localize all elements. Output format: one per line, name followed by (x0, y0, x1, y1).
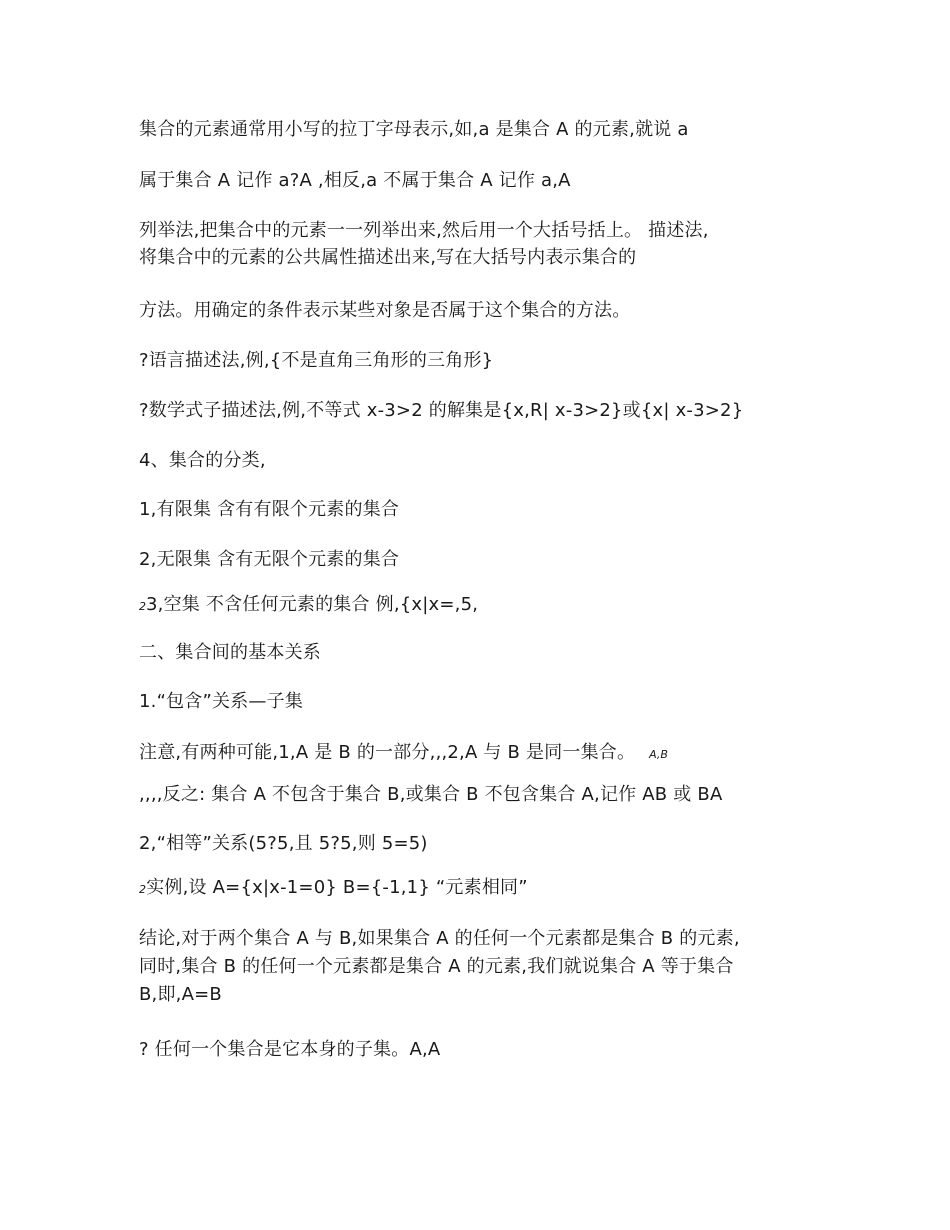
section-heading: 二、集合间的基本关系 (139, 642, 321, 663)
conclusion-line-3: B,即,A=B (139, 984, 222, 1005)
text-line-14-body: 注意,有两种可能,1,A 是 B 的一部分,,,2,A 与 B 是同一集合。 (139, 742, 636, 763)
text-line-21: ? 任何一个集合是它本身的子集。A,A (139, 1039, 441, 1060)
text-line-11 (139, 593, 478, 619)
text-line-2: 属于集合 A 记作 a?A ,相反,a 不属于集合 A 记作 a,A (139, 170, 571, 191)
superscript-mark: 2 (139, 600, 146, 613)
superscript-mark-2: 2 (139, 883, 147, 896)
text-line-5: 方法。用确定的条件表示某些对象是否属于这个集合的方法。 (139, 300, 631, 321)
small-ab-mark: A,B (649, 748, 668, 761)
conclusion-line-1: 结论,对于两个集合 A 与 B,如果集合 A 的任何一个元素都是集合 B 的元素, (139, 928, 740, 949)
text-line-4: 将集合中的元素的公共属性描述出来,写在大括号内表示集合的 (139, 247, 637, 268)
conclusion-line-2: 同时,集合 B 的任何一个元素都是集合 A 的元素,我们就说集合 A 等于集合 (139, 956, 734, 977)
text-line-11-body: 3,空集 不含任何元素的集合 例,{x|x=,5, (146, 594, 479, 615)
text-line-15: ,,,,反之: 集合 A 不包含于集合 B,或集合 B 不包含集合 A,记作 AB 或 BA (139, 784, 723, 805)
text-line-8: 4、集合的分类, (139, 450, 266, 471)
text-line-17-body: 实例,设 A={x|x-1=0} B={-1,1} “元素相同” (146, 877, 528, 898)
text-line-9: 1,有限集 含有有限个元素的集合 (139, 499, 400, 520)
text-line-13: 1.“包含”关系—子集 (139, 691, 304, 712)
text-line-14 (139, 741, 668, 767)
text-line-10: 2,无限集 含有无限个元素的集合 (139, 549, 400, 570)
text-line-3: 列举法,把集合中的元素一一列举出来,然后用一个大括号括上。 描述法, (139, 220, 709, 241)
text-line-6: ?语言描述法,例,{不是直角三角形的三角形} (139, 350, 494, 371)
text-line-1: 集合的元素通常用小写的拉丁字母表示,如,a 是集合 A 的元素,就说 a (139, 119, 689, 140)
text-line-17 (139, 876, 528, 902)
text-line-7: ?数学式子描述法,例,不等式 x-3>2 的解集是{x,R| x-3>2}或{x| x-3>2} (139, 400, 744, 421)
conclusion-paragraph (139, 925, 829, 1009)
text-line-16: 2,“相等”关系(5?5,且 5?5,则 5=5) (139, 833, 428, 854)
